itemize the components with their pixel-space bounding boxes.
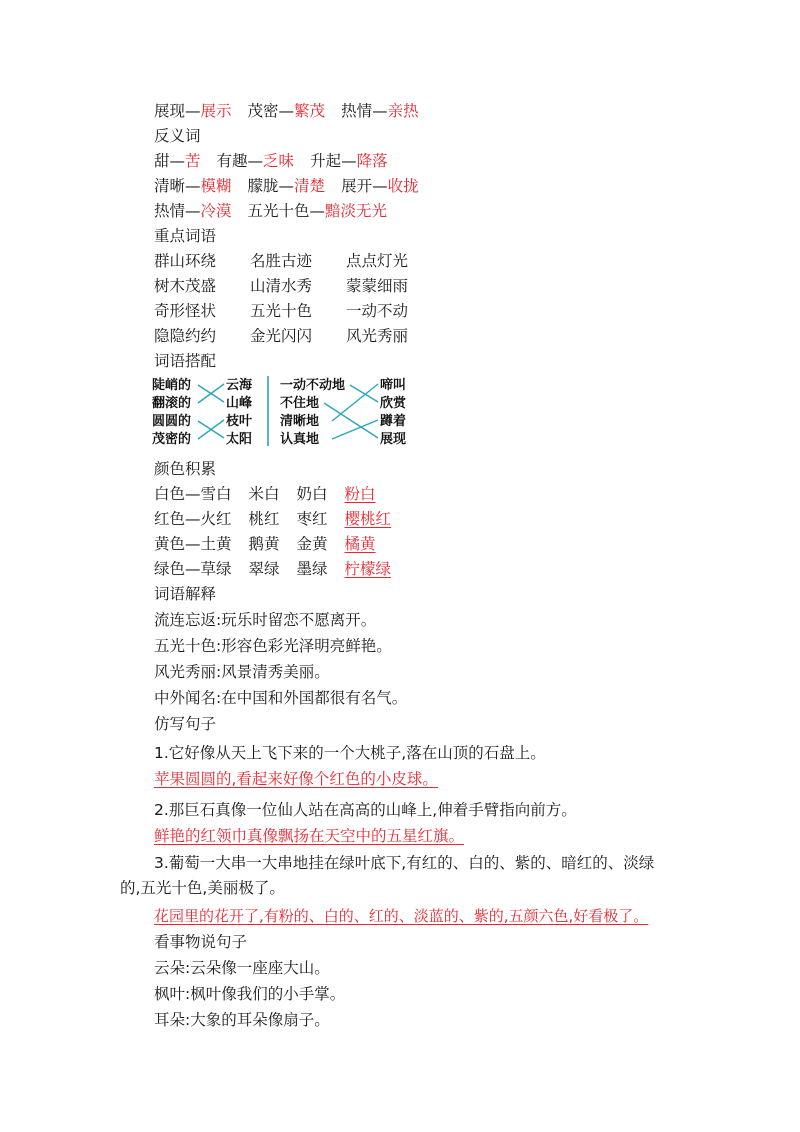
match-right-a: 太阳 [226, 432, 253, 447]
explanation-line: 中外闻名:在中国和外国都很有名气。 [154, 689, 408, 707]
imitate-heading: 仿写句子 [154, 715, 217, 733]
ant-word: 有趣 [216, 152, 248, 170]
antonym-row [154, 201, 387, 221]
match-left-b: 一动不动地 [280, 378, 346, 393]
match-right-a: 云海 [226, 378, 253, 393]
explanation-line: 风光秀丽:风景清秀美丽。 [154, 663, 330, 681]
key-words-heading: 重点词语 [154, 227, 217, 245]
dash: — [185, 560, 201, 578]
match-right-a: 枝叶 [226, 414, 253, 429]
ant-answer: 乏味 [263, 152, 295, 170]
color-label: 绿色 [154, 560, 186, 578]
dash: — [372, 102, 388, 120]
key-word: 山清水秀 [250, 277, 313, 295]
dash: — [185, 177, 201, 195]
dash: — [185, 535, 201, 553]
color-item: 雪白 [200, 485, 232, 503]
key-words-row [154, 276, 408, 296]
match-right-b: 展现 [380, 432, 407, 447]
imitate-sentence-cont: 的,五光十色,美丽极了。 [120, 879, 285, 897]
color-item: 翠绿 [248, 560, 280, 578]
colors-heading: 颜色积累 [154, 460, 217, 478]
color-label: 黄色 [154, 535, 186, 553]
dash: — [372, 177, 388, 195]
dash: — [185, 510, 201, 528]
key-word: 一动不动 [346, 302, 409, 320]
explanation-line: 流连忘返:玩乐时留恋不愿离开。 [154, 611, 377, 629]
ant-word: 朦胧 [247, 177, 279, 195]
imitate-sentence: 1.它好像从天上飞下来的一个大桃子,落在山顶的石盘上。 [154, 744, 546, 762]
match-right-b: 啼叫 [380, 378, 407, 393]
ant-answer: 清楚 [294, 177, 326, 195]
color-item: 桃红 [248, 510, 280, 528]
ant-answer: 模糊 [200, 177, 232, 195]
antonym-row [154, 176, 419, 196]
dash: — [341, 152, 357, 170]
match-left-b: 认真地 [280, 432, 320, 447]
color-answer: 樱桃红 [344, 510, 392, 528]
word-matching-diagram [150, 374, 430, 450]
ant-answer: 苦 [185, 152, 201, 170]
key-word: 树木茂盛 [154, 277, 217, 295]
imitate-answer: 苹果圆圆的,看起来好像个红色的小皮球。 [154, 770, 438, 788]
color-item: 草绿 [200, 560, 232, 578]
dash: — [278, 102, 295, 120]
ant-word: 热情 [154, 202, 186, 220]
look-heading: 看事物说句子 [154, 933, 248, 951]
dash: — [278, 177, 295, 195]
key-words-row [154, 301, 408, 321]
dash: — [169, 152, 186, 170]
synonym-row [154, 101, 419, 121]
imitate-sentence: 2.那巨石真像一位仙人站在高高的山峰上,伸着手臂指向前方。 [154, 801, 577, 819]
color-item: 奶白 [296, 485, 328, 503]
color-answer: 柠檬绿 [344, 560, 392, 578]
key-word: 蒙蒙细雨 [346, 277, 409, 295]
match-left-a: 圆圆的 [152, 414, 192, 429]
color-label: 红色 [154, 510, 186, 528]
color-item: 米白 [248, 485, 280, 503]
imitate-answer: 鲜艳的红领巾真像飘扬在天空中的五星红旗。 [154, 827, 465, 845]
syn-word: 热情 [341, 102, 373, 120]
color-row [154, 559, 391, 579]
dash: — [185, 102, 201, 120]
color-answer: 粉白 [344, 485, 376, 503]
ant-word: 清晰 [154, 177, 186, 195]
explanation-line: 五光十色:形容色彩光泽明亮鲜艳。 [154, 637, 392, 655]
explain-heading: 词语解释 [154, 585, 217, 603]
dash: — [309, 202, 326, 220]
key-word: 点点灯光 [346, 252, 409, 270]
imitate-answer: 花园里的花开了,有粉的、白的、红的、淡蓝的、紫的,五颜六色,好看极了。 [154, 907, 649, 925]
key-word: 奇形怪状 [154, 302, 217, 320]
syn-answer: 亲热 [387, 102, 419, 120]
color-row [154, 484, 376, 504]
dash: — [185, 485, 201, 503]
ant-answer: 收拢 [387, 177, 419, 195]
ant-word: 五光十色 [247, 202, 310, 220]
dash: — [247, 152, 264, 170]
color-label: 白色 [154, 485, 186, 503]
key-words-row [154, 251, 408, 271]
ant-word: 展开 [341, 177, 373, 195]
ant-word: 升起 [310, 152, 342, 170]
syn-word: 茂密 [247, 102, 279, 120]
match-right-b: 蹲着 [380, 414, 407, 429]
imitate-sentence: 3.葡萄一大串一大串地挂在绿叶底下,有红的、白的、紫的、暗红的、淡绿 [154, 854, 655, 872]
match-left-a: 陡峭的 [152, 378, 192, 393]
matching-heading: 词语搭配 [154, 352, 217, 370]
antonym-row [154, 151, 388, 171]
key-word: 群山环绕 [154, 252, 217, 270]
color-item: 墨绿 [296, 560, 328, 578]
look-sentence: 耳朵:大象的耳朵像扇子。 [154, 1011, 330, 1029]
key-words-row [154, 326, 408, 346]
color-item: 鹅黄 [248, 535, 280, 553]
key-word: 金光闪闪 [250, 327, 313, 345]
look-sentence: 枫叶:枫叶像我们的小手掌。 [154, 985, 346, 1003]
match-lines-a [198, 384, 224, 439]
ant-word: 甜 [154, 152, 170, 170]
ant-answer: 降落 [356, 152, 388, 170]
look-sentence: 云朵:云朵像一座座大山。 [154, 959, 330, 977]
match-left-a: 茂密的 [152, 432, 192, 447]
match-left-b: 不住地 [280, 396, 320, 411]
color-answer: 橘黄 [344, 535, 376, 553]
syn-answer: 繁茂 [294, 102, 326, 120]
match-left-a: 翻滚的 [152, 396, 192, 411]
key-word: 隐隐约约 [154, 327, 217, 345]
key-word: 名胜古迹 [250, 252, 313, 270]
antonym-heading: 反义词 [154, 127, 201, 145]
color-item: 火红 [200, 510, 232, 528]
dash: — [185, 202, 201, 220]
color-row [154, 509, 391, 529]
match-right-a: 山峰 [226, 396, 253, 411]
match-left-b: 清晰地 [280, 414, 320, 429]
syn-word: 展现 [154, 102, 186, 120]
color-row [154, 534, 376, 554]
syn-answer: 展示 [200, 102, 232, 120]
color-item: 枣红 [296, 510, 328, 528]
color-item: 金黄 [296, 535, 328, 553]
ant-answer: 冷漠 [200, 202, 232, 220]
color-item: 土黄 [200, 535, 232, 553]
key-word: 五光十色 [250, 302, 313, 320]
match-right-b: 欣赏 [380, 396, 407, 411]
ant-answer: 黯淡无光 [325, 202, 388, 220]
key-word: 风光秀丽 [346, 327, 409, 345]
